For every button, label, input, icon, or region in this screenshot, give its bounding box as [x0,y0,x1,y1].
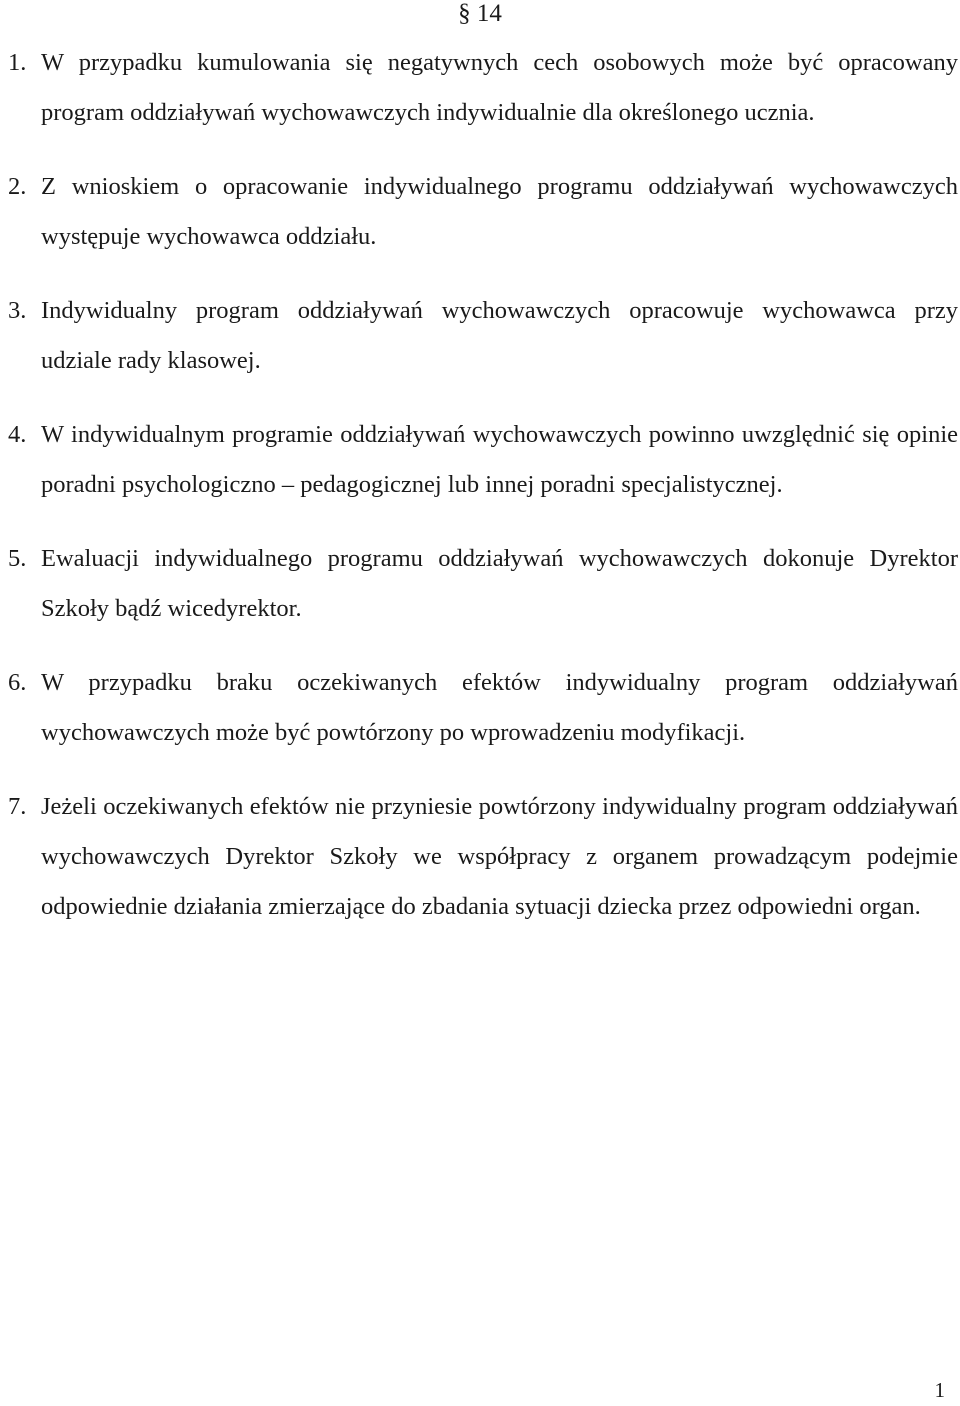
page-number: 1 [934,1378,945,1402]
item-text: W przypadku kumulowania się negatywnych cech osobowych może być opracowany program oddziaływań wychowawczych indywidualnie dla określonego ucznia. [41,49,958,126]
item-text: Ewaluacji indywidualnego programu oddziaływań wychowawczych dokonuje Dyrektor Szkoły bądź wicedyrektor. [41,545,958,622]
item-number: 1. [8,49,27,76]
item-text: W indywidualnym programie oddziaływań wychowawczych powinno uwzględnić się opinie poradni psychologiczno – pedagogicznej lub innej poradni specjalistycznej. [41,421,958,498]
item-text: W przypadku braku oczekiwanych efektów indywidualny program oddziaływań wychowawczych może być powtórzony po wprowadzeniu modyfikacji. [41,669,958,746]
item-text: Z wnioskiem o opracowanie indywidualnego programu oddziaływań wychowawczych występuje wychowawca oddziału. [41,173,958,250]
item-number: 4. [8,421,27,448]
list-item [8,38,958,138]
item-number: 7. [8,793,27,820]
provision-list [8,38,958,956]
item-text: Jeżeli oczekiwanych efektów nie przyniesie powtórzony indywidualny program oddziaływań wychowawczych Dyrektor Szkoły we współpracy z organem prowadzącym podejmie odpowiednie działania zmierzające do zbadania sytuacji dziecka przez odpowiedni organ. [41,793,958,920]
list-item [8,782,958,932]
item-number: 3. [8,297,27,324]
list-item [8,286,958,386]
item-number: 5. [8,545,27,572]
list-item [8,410,958,510]
list-item [8,162,958,262]
list-item [8,534,958,634]
item-text: Indywidualny program oddziaływań wychowawczych opracowuje wychowawca przy udziale rady klasowej. [41,297,958,374]
list-item [8,658,958,758]
item-number: 6. [8,669,27,696]
section-heading: § 14 [458,0,502,27]
item-number: 2. [8,173,27,200]
